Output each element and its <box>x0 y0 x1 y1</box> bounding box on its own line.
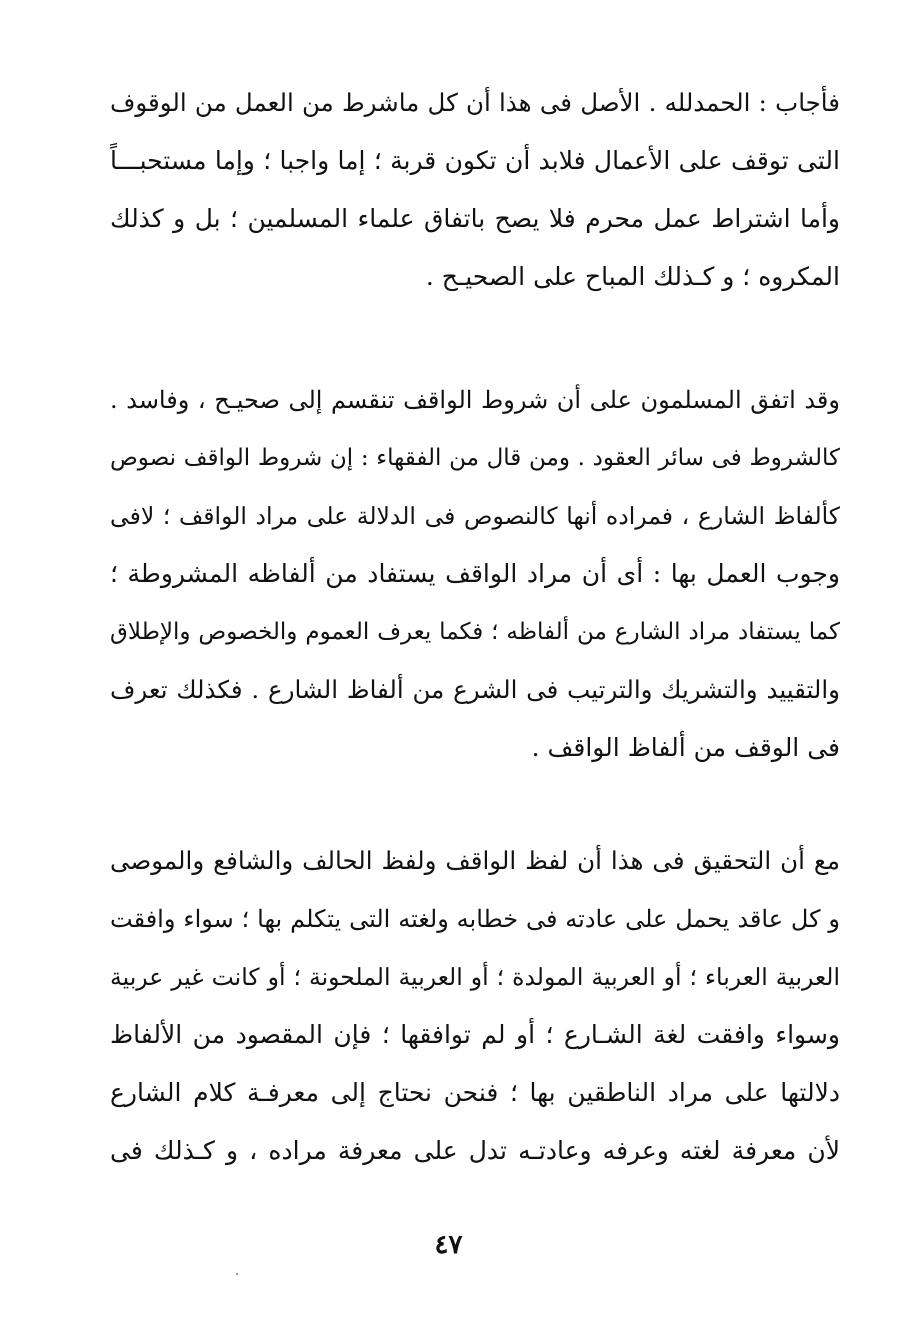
page-number: ٤٧ <box>434 1230 463 1260</box>
text-line: التى توقف على الأعمال فلابد أن تكون قربة ؛ إما واجبا ؛ وإما مستحبـــاً <box>110 146 840 175</box>
text-line: لأن معرفة لغته وعرفه وعادتـه تدل على معرفة مراده ، و كـذلك فى <box>110 1136 840 1165</box>
text-line: وقد اتفق المسلمون على أن شروط الواقف تنقسم إلى صحيـح ، وفاسد . <box>110 386 840 414</box>
text-line: و كل عاقد يحمل على عادته فى خطابه ولغته التى يتكلم بها ؛ سواء وافقت <box>110 905 840 933</box>
text-line: كالشروط فى سائر العقود . ومن قال من الفقهاء : إن شروط الواقف نصوص <box>110 445 840 471</box>
paragraph-1 <box>110 74 840 306</box>
text-line: وجوب العمل بها : أى أن مراد الواقف يستفاد من ألفاظه المشروطة ؛ <box>110 559 840 588</box>
text-line: فى الوقف من ألفاظ الواقف . <box>531 733 840 762</box>
text-line: والتقييد والتشريك والترتيب فى الشرع من ألفاظ الشارع . فكذلك تعرف <box>110 675 840 704</box>
text-line: وسواء وافقت لغة الشـارع ؛ أو لم توافقها ؛ فإن المقصود من الألفاظ <box>110 1020 840 1049</box>
text-line: مع أن التحقيق فى هذا أن لفظ الواقف ولفظ الحالف والشافع والموصى <box>110 846 840 875</box>
text-line: فأجاب : الحمدلله . الأصل فى هذا أن كل ماشرط من العمل من الوقوف <box>110 88 840 117</box>
scan-speck <box>236 1273 238 1275</box>
text-line: كما يستفاد مراد الشارع من ألفاظه ؛ فكما يعرف العموم والخصوص والإطلاق <box>110 619 840 645</box>
text-line: كألفاظ الشارع ، فمراده أنها كالنصوص فى الدلالة على مراد الواقف ؛ لافى <box>110 502 840 530</box>
text-line: المكروه ؛ و كـذلك المباح على الصحيـح . <box>425 262 840 291</box>
paragraph-3 <box>110 832 840 1180</box>
text-line: وأما اشتراط عمل محرم فلا يصح باتفاق علماء المسلمين ؛ بل و كذلك <box>110 204 840 233</box>
paragraph-2 <box>110 371 840 777</box>
text-line: العربية العرباء ؛ أو العربية المولدة ؛ أو العربية الملحونة ؛ أو كانت غير عربية <box>110 963 840 991</box>
text-line: دلالتها على مراد الناطقين بها ؛ فنحن نحتاج إلى معرفـة كلام الشارع <box>110 1078 840 1107</box>
